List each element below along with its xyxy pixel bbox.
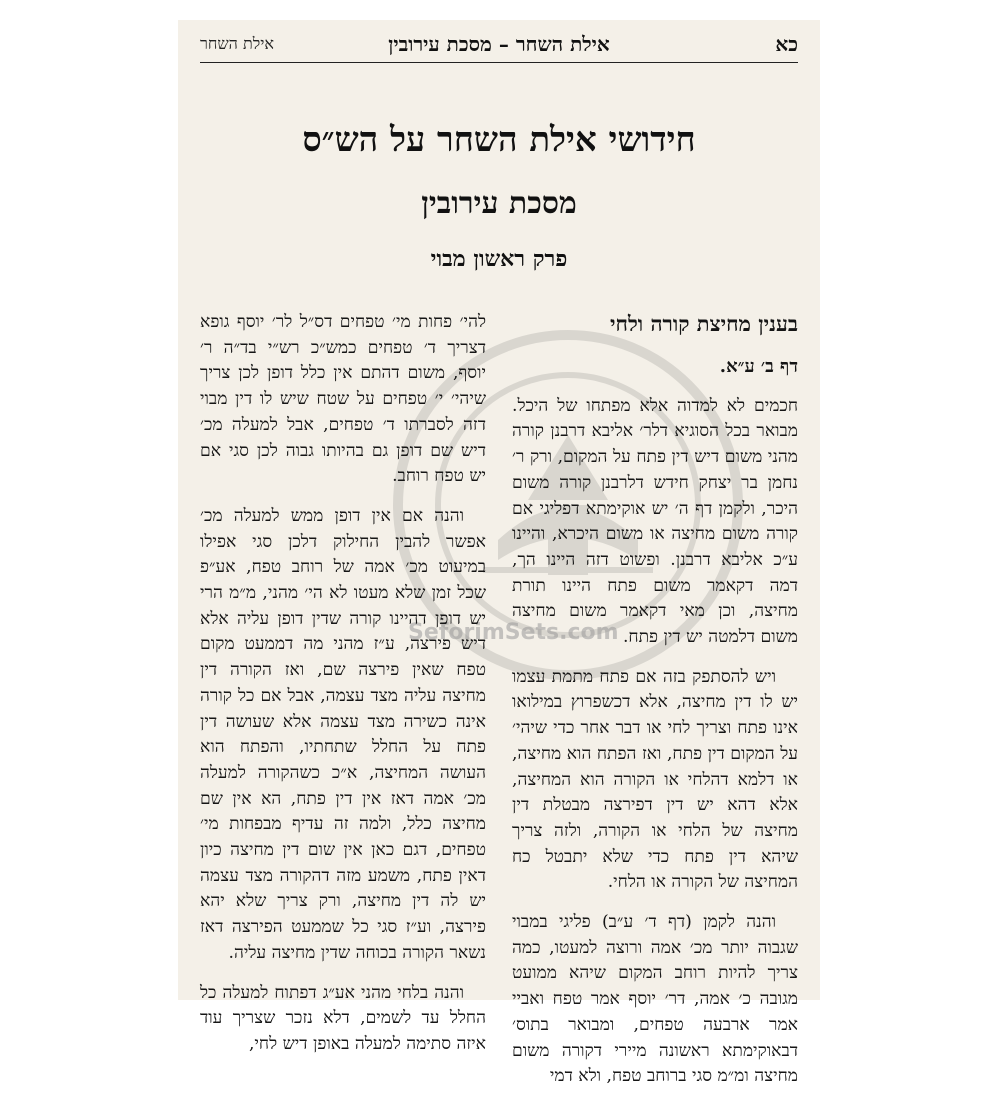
paragraph: והנה לקמן (דף ד׳ ע״ב) פליגי במבוי שגבוה יותר מכ׳ אמה ורוצה למעטו, כמה צריך להיות רוחב המקום שיהא ממועט מגובה כ׳ אמה, דר׳ יוסף אמר טפח ואביי אמר ארבעה טפחים, ומבואר בתוס׳ דבאוקימתא ראשונה מיירי דקורה משום מחיצה ומ״מ סגי ברוחב טפח, ולא דמי bbox=[512, 912, 798, 1087]
paragraph: להי׳ פחות מי׳ טפחים דס״ל לר׳ יוסף גופא דצריך ד׳ טפחים כמש״כ רש״י בד״ה ר׳ יוסף, משום דהתם אין כלל דופן לכן צריך שיהי׳ י׳ טפחים על שטח שיש לו דין מבוי דזה לסברתו ד׳ טפחים, אבל למעלה מכ׳ דיש שם דופן גם בהיותו גבוה לכן סגי אם יש טפח רוחב. bbox=[200, 312, 486, 487]
running-header bbox=[200, 32, 798, 63]
page-number: כא bbox=[775, 32, 798, 56]
paragraph: ויש להסתפק בזה אם פתח מתמת עצמו יש לו דין מחיצה, אלא דכשפרוץ במילואו אינו פתח וצריך לחי או דבר אחר כדי שיהי׳ על המקום דין פתח, ואז הפתח הוא מחיצה, או דלמא דהלחי או הקורה הוא המחיצה, אלא דהא יש דין דפירצה מבטלת דין מחיצה של הלחי או הקורה, ולזה צריך שיהא דין פתח כדי שלא יתבטל כח המחיצה של הקורה או הלחי. bbox=[512, 666, 798, 893]
paragraph: והנה בלחי מהני אע״ג דפתוח למעלה כל החלל עד לשמים, דלא נזכר שצריך עוד איזה סתימה למעלה באופן דיש לחי, bbox=[200, 982, 486, 1054]
watermark-text: SeforimSets.com bbox=[408, 620, 619, 645]
section-heading: בענין מחיצת קורה ולחי bbox=[610, 311, 798, 336]
running-title: אילת השחר – מסכת עירובין bbox=[388, 32, 610, 56]
left-column bbox=[200, 310, 486, 1072]
daf-reference: דף ב׳ ע״א. bbox=[719, 356, 798, 377]
paragraph: והנה אם אין דופן ממש למעלה מכ׳ אפשר להבין החילוק דלכן סגי אפילו במיעוט מכ׳ אמה של רוחב טפח, אע״פ שכל זמן שלא מעטו לא הי׳ מהני, מ״מ הרי יש דופן דהיינו קורה שדין דופן עליה אלא דיש פירצה, ע״ז מהני מה דממעט מקום טפח שאין פירצה שם, ואז הקורה דין מחיצה עליה מצד עצמה, אבל אם כל קורה אינה כשירה מצד עצמה אלא שעושה דין פתח על החלל שתחתיו, והפתח הוא העושה המחיצה, א״כ כשהקורה למעלה מכ׳ אמה דאז אין דין פתח, הא אין שם מחיצה כלל, ולמה זה עדיף מבפחות מי׳ טפחים, דגם כאן אין שום דין מחיצה כיון דאין פתח, משמע מזה דהקורה מצד עצמה יש לה דין מחיצה, ורק צריך שלא יהא פירצה, וע״ז סגי כל שממעט הפירצה דאז נשאר הקורה בכוחה שדין מחיצה עליה. bbox=[200, 505, 486, 963]
paragraph: חכמים לא למדוה אלא מפתחו של היכל. מבואר בכל הסוגיא דלר׳ אליבא דרבנן קורה מהני משום דיש דין פתח על המקום, ורק ר׳ נחמן בר יצחק חידש דלרבנן קורה משום היכר, ולקמן דף ה׳ יש אוקימתא דפליגי אם קורה משום מחיצה או משום היכרא, והיינו ע״כ אליבא דרבנן. ופשוט דזה היינו הך, דמה דקאמר משום פתח היינו תורת מחיצה, וכן מאי דקאמר משום מחיצה משום דלמטה יש דין פתח. bbox=[512, 395, 798, 648]
book-title: חידושי אילת השחר על הש״ס bbox=[302, 120, 696, 160]
tractate-title: מסכת עירובין bbox=[421, 186, 577, 221]
running-book-name: אילת השחר bbox=[200, 34, 274, 53]
right-column bbox=[512, 310, 798, 1104]
book-page bbox=[178, 20, 820, 1087]
chapter-title: פרק ראשון מבוי bbox=[430, 246, 568, 272]
